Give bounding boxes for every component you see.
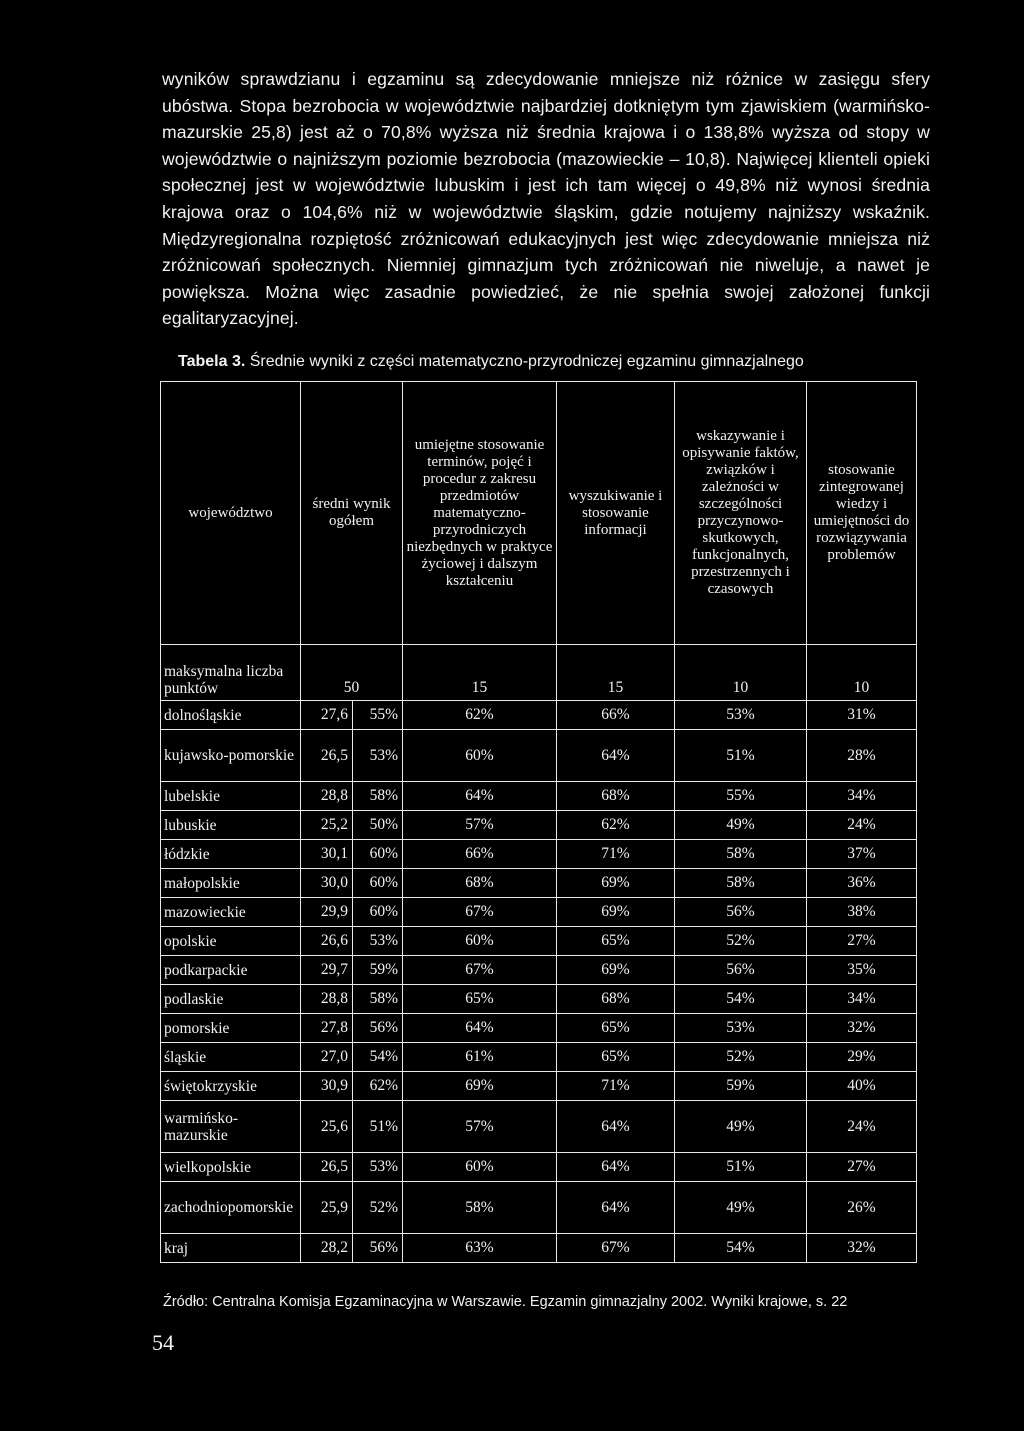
cell-c2: 64% [557, 730, 675, 782]
cell-c2: 67% [557, 1234, 675, 1263]
cell-c2: 71% [557, 1072, 675, 1101]
cell-region: lubelskie [161, 782, 301, 811]
cell-score: 25,9 [301, 1182, 353, 1234]
cell-c4: 40% [807, 1072, 917, 1101]
cell-c4: 34% [807, 782, 917, 811]
cell-c3: 49% [675, 1182, 807, 1234]
table-row [161, 730, 917, 782]
cell-region: łódzkie [161, 840, 301, 869]
body-paragraph: wyników sprawdzianu i egzaminu są zdecydowanie mniejsze niż różnice w zasięgu sfery ubóstwa. Stopa bezrobocia w województwie najbardziej dotkniętym tym zjawiskiem (warmińsko-mazurskie 25,8) jest aż o 70,8% wyższa niż średnia krajowa i o 138,8% wyższa od stopy w województwie o najniższym poziomie bezrobocia (mazowieckie – 10,8). Najwięcej klienteli opieki społecznej jest w województwie lubuskim i jest ich tam więcej o 49,8% niż wynosi średnia krajowa oraz o 104,6% niż w województwie śląskim, gdzie notujemy najniższy wskaźnik. Międzyregionalna rozpiętość zróżnicowań edukacyjnych jest więc zdecydowanie mniejsza niż zróżnicowań społecznych. Niemniej gimnazjum tych zróżnicowań nie niweluje, a nawet je powiększa. Można więc zasadnie powiedzieć, że nie spełnia swojej założonej funkcji egalitaryzacyjnej. [162, 69, 930, 329]
cell-region: pomorskie [161, 1014, 301, 1043]
cell-pct: 53% [353, 730, 403, 782]
table-caption [178, 352, 918, 372]
table-row [161, 985, 917, 1014]
cell-c2: 64% [557, 1153, 675, 1182]
max-points-skill-3: 10 [675, 645, 807, 701]
cell-c1: 61% [403, 1043, 557, 1072]
cell-c4: 32% [807, 1234, 917, 1263]
cell-c2: 71% [557, 840, 675, 869]
cell-c3: 54% [675, 1234, 807, 1263]
cell-score: 28,8 [301, 985, 353, 1014]
cell-c3: 51% [675, 730, 807, 782]
table-row [161, 927, 917, 956]
cell-c1: 57% [403, 811, 557, 840]
cell-c1: 62% [403, 701, 557, 730]
cell-c4: 34% [807, 985, 917, 1014]
cell-c1: 66% [403, 840, 557, 869]
cell-region: kujawsko-pomorskie [161, 730, 301, 782]
cell-score: 26,5 [301, 730, 353, 782]
header-overall: średni wynik ogółem [301, 382, 403, 645]
cell-c3: 49% [675, 1101, 807, 1153]
cell-c3: 59% [675, 1072, 807, 1101]
cell-score: 26,6 [301, 927, 353, 956]
table-row [161, 1072, 917, 1101]
cell-c2: 65% [557, 927, 675, 956]
max-points-skill-1: 15 [403, 645, 557, 701]
results-table [160, 381, 917, 1263]
cell-score: 30,9 [301, 1072, 353, 1101]
header-skill-1: umiejętne stosowanie terminów, pojęć i procedur z zakresu przedmiotów matematyczno-przyrodniczych niezbędnych w praktyce życiowej i dalszym kształceniu [403, 382, 557, 645]
header-region: województwo [161, 382, 301, 645]
cell-c3: 54% [675, 985, 807, 1014]
cell-c1: 65% [403, 985, 557, 1014]
cell-pct: 56% [353, 1234, 403, 1263]
cell-c2: 65% [557, 1014, 675, 1043]
cell-c4: 27% [807, 927, 917, 956]
cell-region: śląskie [161, 1043, 301, 1072]
cell-c2: 64% [557, 1101, 675, 1153]
cell-region: mazowieckie [161, 898, 301, 927]
table-row [161, 1182, 917, 1234]
table-row [161, 1234, 917, 1263]
source-footnote: Źródło: Centralna Komisja Egzaminacyjna w Warszawie. Egzamin gimnazjalny 2002. Wyniki krajowe, s. 22 [163, 1294, 848, 1310]
cell-c4: 28% [807, 730, 917, 782]
table-row [161, 898, 917, 927]
cell-c2: 69% [557, 956, 675, 985]
cell-c4: 24% [807, 811, 917, 840]
cell-score: 30,1 [301, 840, 353, 869]
max-points-row [161, 645, 917, 701]
cell-c1: 69% [403, 1072, 557, 1101]
cell-pct: 60% [353, 898, 403, 927]
cell-region: dolnośląskie [161, 701, 301, 730]
cell-c4: 36% [807, 869, 917, 898]
cell-score: 29,7 [301, 956, 353, 985]
cell-c1: 67% [403, 898, 557, 927]
cell-score: 25,2 [301, 811, 353, 840]
cell-region: wielkopolskie [161, 1153, 301, 1182]
cell-pct: 58% [353, 782, 403, 811]
cell-c4: 29% [807, 1043, 917, 1072]
cell-c4: 38% [807, 898, 917, 927]
cell-c2: 62% [557, 811, 675, 840]
cell-c2: 68% [557, 985, 675, 1014]
cell-region: podkarpackie [161, 956, 301, 985]
cell-c2: 66% [557, 701, 675, 730]
cell-c3: 56% [675, 898, 807, 927]
cell-score: 28,2 [301, 1234, 353, 1263]
cell-pct: 54% [353, 1043, 403, 1072]
cell-c4: 27% [807, 1153, 917, 1182]
cell-pct: 56% [353, 1014, 403, 1043]
cell-c4: 37% [807, 840, 917, 869]
cell-region: świętokrzyskie [161, 1072, 301, 1101]
cell-score: 27,6 [301, 701, 353, 730]
cell-region: lubuskie [161, 811, 301, 840]
cell-region: kraj [161, 1234, 301, 1263]
cell-c1: 63% [403, 1234, 557, 1263]
cell-pct: 60% [353, 869, 403, 898]
cell-c3: 53% [675, 1014, 807, 1043]
cell-c4: 24% [807, 1101, 917, 1153]
cell-c3: 52% [675, 1043, 807, 1072]
cell-c1: 67% [403, 956, 557, 985]
cell-c1: 64% [403, 1014, 557, 1043]
cell-c3: 56% [675, 956, 807, 985]
cell-region: zachodniopomorskie [161, 1182, 301, 1234]
cell-c2: 69% [557, 898, 675, 927]
cell-score: 28,8 [301, 782, 353, 811]
cell-score: 29,9 [301, 898, 353, 927]
cell-region: małopolskie [161, 869, 301, 898]
cell-pct: 50% [353, 811, 403, 840]
cell-score: 27,8 [301, 1014, 353, 1043]
max-points-skill-4: 10 [807, 645, 917, 701]
cell-c3: 58% [675, 840, 807, 869]
table-row [161, 1043, 917, 1072]
cell-c4: 31% [807, 701, 917, 730]
cell-region: opolskie [161, 927, 301, 956]
cell-c3: 53% [675, 701, 807, 730]
cell-pct: 51% [353, 1101, 403, 1153]
cell-c1: 60% [403, 1153, 557, 1182]
cell-c3: 52% [675, 927, 807, 956]
cell-c1: 68% [403, 869, 557, 898]
cell-c1: 58% [403, 1182, 557, 1234]
cell-region: podlaskie [161, 985, 301, 1014]
table-caption-text: Średnie wyniki z części matematyczno-przyrodniczej egzaminu gimnazjalnego [245, 353, 804, 370]
cell-c1: 60% [403, 927, 557, 956]
cell-score: 27,0 [301, 1043, 353, 1072]
cell-pct: 52% [353, 1182, 403, 1234]
cell-c3: 49% [675, 811, 807, 840]
cell-c3: 55% [675, 782, 807, 811]
max-points-label: maksymalna liczba punktów [161, 645, 301, 701]
cell-pct: 53% [353, 927, 403, 956]
header-skill-3: wskazywanie i opisywanie faktów, związków i zależności w szczególności przyczynowo-skutkowych, funkcjonalnych, przestrzennych i czasowych [675, 382, 807, 645]
cell-c2: 69% [557, 869, 675, 898]
max-points-overall: 50 [301, 645, 403, 701]
page-number: 54 [152, 1330, 174, 1355]
table-row [161, 869, 917, 898]
cell-c1: 64% [403, 782, 557, 811]
cell-pct: 55% [353, 701, 403, 730]
cell-pct: 58% [353, 985, 403, 1014]
cell-region: warmińsko-mazurskie [161, 1101, 301, 1153]
cell-pct: 60% [353, 840, 403, 869]
table-body [161, 645, 917, 1263]
header-skill-2: wyszukiwanie i stosowanie informacji [557, 382, 675, 645]
cell-c2: 65% [557, 1043, 675, 1072]
table-row [161, 701, 917, 730]
table-row [161, 840, 917, 869]
table-row [161, 1101, 917, 1153]
cell-score: 26,5 [301, 1153, 353, 1182]
cell-c2: 64% [557, 1182, 675, 1234]
table-row [161, 811, 917, 840]
cell-c3: 51% [675, 1153, 807, 1182]
cell-c4: 26% [807, 1182, 917, 1234]
cell-pct: 59% [353, 956, 403, 985]
header-skill-4: stosowanie zintegrowanej wiedzy i umiejętności do rozwiązywania problemów [807, 382, 917, 645]
table-row [161, 782, 917, 811]
table-row [161, 1014, 917, 1043]
cell-c2: 68% [557, 782, 675, 811]
table-row [161, 1153, 917, 1182]
table-row [161, 956, 917, 985]
table-header-row [161, 382, 917, 645]
cell-pct: 53% [353, 1153, 403, 1182]
cell-score: 30,0 [301, 869, 353, 898]
cell-score: 25,6 [301, 1101, 353, 1153]
cell-c4: 35% [807, 956, 917, 985]
max-points-skill-2: 15 [557, 645, 675, 701]
cell-c4: 32% [807, 1014, 917, 1043]
cell-c1: 60% [403, 730, 557, 782]
cell-pct: 62% [353, 1072, 403, 1101]
cell-c1: 57% [403, 1101, 557, 1153]
table-caption-label: Tabela 3. [178, 353, 246, 370]
cell-c3: 58% [675, 869, 807, 898]
